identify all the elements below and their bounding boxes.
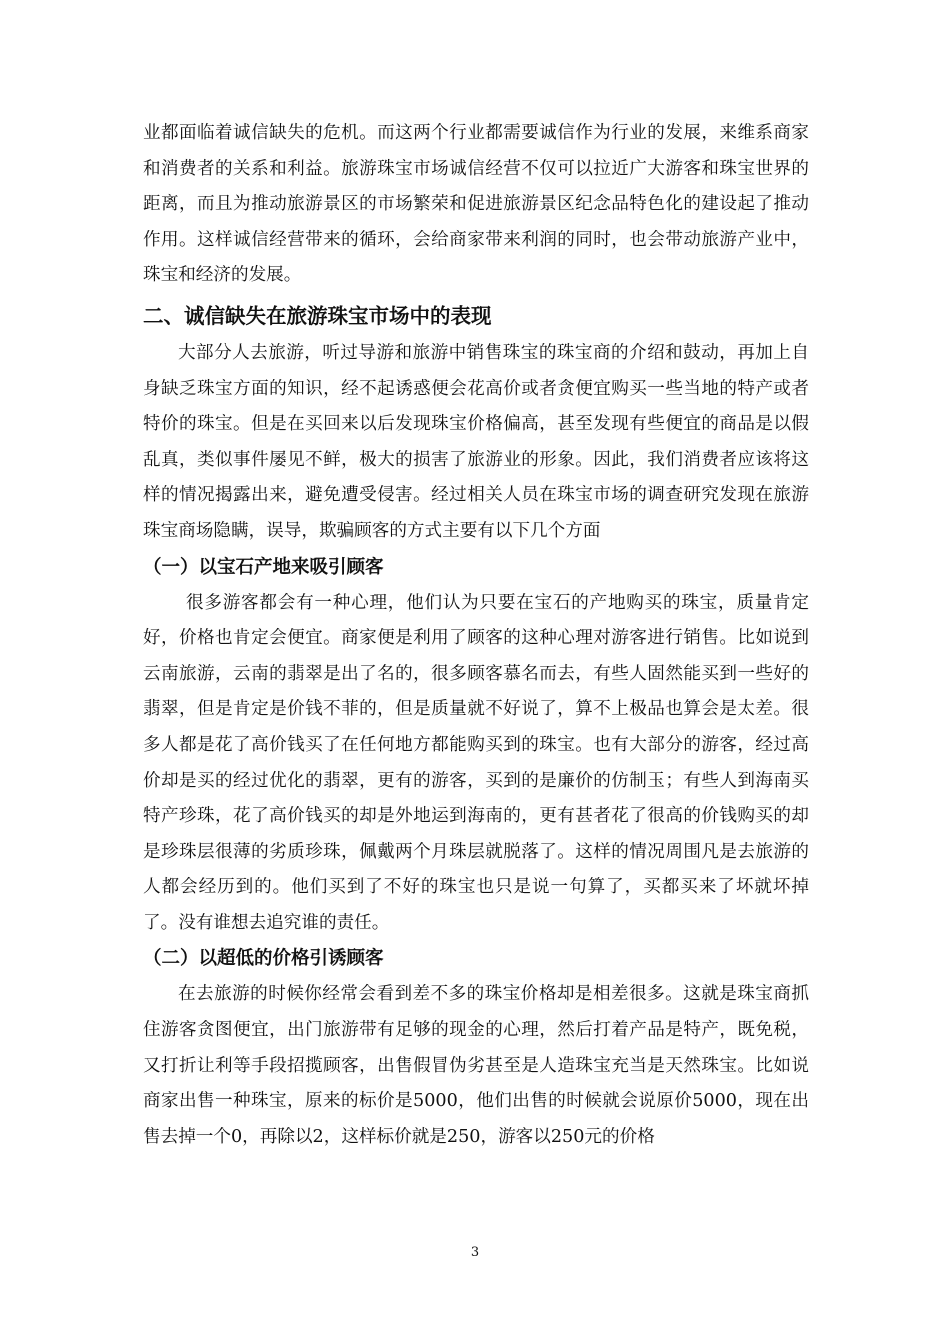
page-number: 3 xyxy=(470,1245,480,1260)
subsection-heading-2: （二）以超低的价格引诱顾客 xyxy=(143,948,384,970)
subsection-heading-1: （一）以宝石产地来吸引顾客 xyxy=(143,556,384,578)
section-heading: 二、诚信缺失在旅游珠宝市场中的表现 xyxy=(143,303,492,328)
paragraph-origin: 很多游客都会有一种心理，他们认为只要在宝石的产地购买的珠宝，质量肯定好，价格也肯定会便宜。商家便是利用了顾客的这种心理对游客进行销售。比如说到云南旅游，云南的翡翠是出了名的，很多顾客慕名而去，有些人固然能买到一些好的翡翠，但是肯定是价钱不菲的，但是质量就不好说了，算不上极品也算会是太差。很多人都是花了高价钱买了在任何地方都能购买到的珠宝。也有大部分的游客，经过高价却是买的经过优化的翡翠，更有的游客，买到的是廉价的仿制玉；有些人到海南买特产珍珠，花了高价钱买的却是外地运到海南的，更有甚者花了很高的价钱购买的却是珍珠层很薄的劣质珍珠，佩戴两个月珠层就脱落了。这样的情况周围凡是去旅游的人都会经历到的。他们买到了不好的珠宝也只是说一句算了，买都买来了坏就坏掉了。没有谁想去追究谁的责任。 xyxy=(143,592,809,933)
paragraph-low-price: 在去旅游的时候你经常会看到差不多的珠宝价格却是相差很多。这就是珠宝商抓住游客贪图便宜，出门旅游带有足够的现金的心理，然后打着产品是特产，既免税，又打折让利等手段招揽顾客，出售假冒伪劣甚至是人造珠宝充当是天然珠宝。比如说商家出售一种珠宝，原来的标价是5000，他们出售的时候就会说原价5000，现在出售去掉一个0，再除以2，这样标价就是250，游客以250元的价格 xyxy=(143,984,809,1147)
paragraph-continuation: 业都面临着诚信缺失的危机。而这两个行业都需要诚信作为行业的发展，来维系商家和消费者的关系和利益。旅游珠宝市场诚信经营不仅可以拉近广大游客和珠宝世界的距离，而且为推动旅游景区的市场繁荣和促进旅游景区纪念品特色化的建设起了推动作用。这样诚信经营带来的循环，会给商家带来利润的同时，也会带动旅游产业中，珠宝和经济的发展。 xyxy=(143,123,809,286)
document-body xyxy=(143,116,809,1155)
paragraph-intro: 大部分人去旅游，听过导游和旅游中销售珠宝的珠宝商的介绍和鼓动，再加上自身缺乏珠宝方面的知识，经不起诱惑便会花高价或者贪便宜购买一些当地的特产或者特价的珠宝。但是在买回来以后发现珠宝价格偏高，甚至发现有些便宜的商品是以假乱真，类似事件屡见不鲜，极大的损害了旅游业的形象。因此，我们消费者应该将这样的情况揭露出来，避免遭受侵害。经过相关人员在珠宝市场的调查研究发现在旅游珠宝商场隐瞒，误导，欺骗顾客的方式主要有以下几个方面 xyxy=(143,342,809,541)
